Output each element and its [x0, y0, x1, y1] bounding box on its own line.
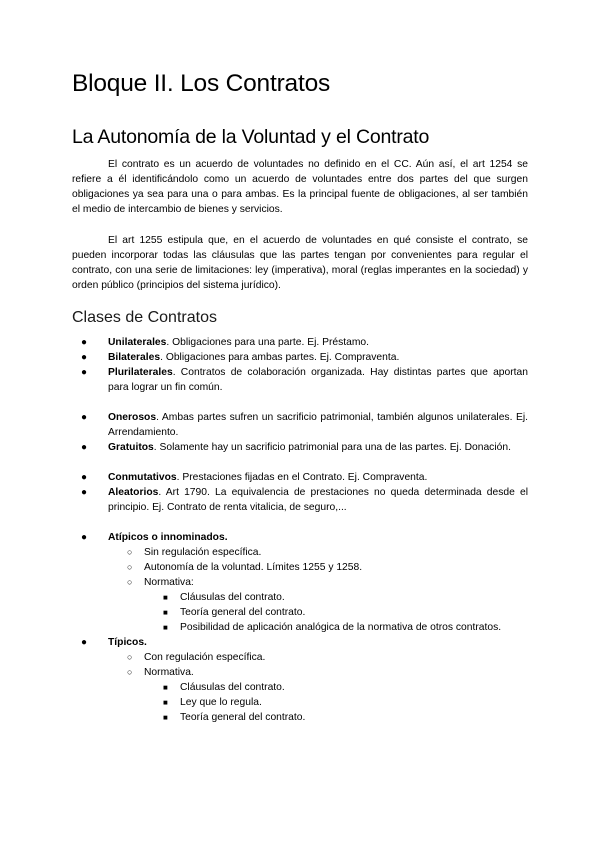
list-item-plurilaterales	[81, 365, 528, 395]
sub-item	[81, 665, 528, 680]
term-unilaterales: Unilaterales	[108, 337, 167, 348]
disc-bullet-icon: ●	[81, 352, 88, 363]
square-bullet-icon: ■	[163, 593, 168, 602]
disc-bullet-icon: ●	[81, 472, 88, 483]
sub-sub-item	[81, 695, 528, 710]
list-item-gratuitos	[81, 440, 528, 455]
sub-sub-item-text: Posibilidad de aplicación analógica de la normativa de otros contratos.	[180, 622, 502, 633]
term-conmutativos: Conmutativos	[108, 472, 177, 483]
list-item-onerosos	[81, 410, 528, 440]
sub-sub-item	[81, 680, 528, 695]
sub-item-text: Autonomía de la voluntad. Límites 1255 y 1258.	[144, 562, 363, 573]
disc-bullet-icon: ●	[81, 637, 88, 648]
square-bullet-icon: ■	[163, 698, 168, 707]
sub-sub-item-text: Cláusulas del contrato.	[180, 592, 285, 603]
circle-bullet-icon: ○	[127, 577, 133, 587]
term-aleatorios: Aleatorios	[108, 487, 159, 498]
sub-sub-item-text: Cláusulas del contrato.	[180, 682, 285, 693]
list-item-atipicos	[81, 530, 528, 545]
term-onerosos: Onerosos	[108, 412, 157, 423]
square-bullet-icon: ■	[163, 608, 168, 617]
disc-bullet-icon: ●	[81, 487, 88, 498]
desc-bilaterales: . Obligaciones para ambas partes. Ej. Compraventa.	[160, 352, 400, 363]
list-item-aleatorios	[81, 485, 528, 515]
disc-bullet-icon: ●	[81, 367, 88, 378]
sub-sub-item	[81, 590, 528, 605]
sub-sub-item	[81, 605, 528, 620]
sub-item	[81, 650, 528, 665]
sub-sub-item-text: Ley que lo regula.	[180, 697, 262, 708]
sub-item	[81, 560, 528, 575]
list-item-tipicos	[81, 635, 528, 650]
desc-plurilaterales: . Contratos de colaboración organizada. Hay distintas partes que aportan para lograr un fin común.	[108, 367, 528, 393]
circle-bullet-icon: ○	[127, 562, 133, 572]
desc-conmutativos: . Prestaciones fijadas en el Contrato. Ej. Compraventa.	[176, 472, 428, 483]
subsection-title: Clases de Contratos	[72, 309, 217, 326]
square-bullet-icon: ■	[163, 713, 168, 722]
desc-unilaterales: . Obligaciones para una parte. Ej. Préstamo.	[166, 337, 370, 348]
disc-bullet-icon: ●	[81, 412, 88, 423]
term-bilaterales: Bilaterales	[108, 352, 161, 363]
sub-sub-item	[81, 620, 528, 635]
sub-item-text: Normativa.	[144, 667, 194, 678]
square-bullet-icon: ■	[163, 623, 168, 632]
sub-item-text: Con regulación específica.	[144, 652, 266, 663]
desc-aleatorios: . Art 1790. La equivalencia de prestaciones no queda determinada desde el principio. Ej. Contrato de renta vitalicia, de seguro,...	[108, 487, 528, 513]
paragraph-definition: El contrato es un acuerdo de voluntades no definido en el CC. Aún así, el art 1254 se refiere a él identificándolo como un acuerdo de voluntades entre dos partes del que surgen obligaciones ya sea para una o para ambas. Es la principal fuente de obligaciones, al ser también el medio de intercambio de bienes y servicios.	[72, 159, 528, 215]
list-item-unilaterales	[81, 335, 528, 350]
term-gratuitos: Gratuitos	[108, 442, 154, 453]
sub-sub-item-text: Teoría general del contrato.	[180, 607, 306, 618]
term-atipicos: Atípicos o innominados.	[108, 532, 228, 543]
desc-onerosos: . Ambas partes sufren un sacrificio patrimonial, también algunos unilaterales. Ej. Arrendamiento.	[108, 412, 528, 438]
term-tipicos: Típicos.	[108, 637, 147, 648]
disc-bullet-icon: ●	[81, 532, 88, 543]
circle-bullet-icon: ○	[127, 667, 133, 677]
sub-item-text: Sin regulación específica.	[144, 547, 262, 558]
disc-bullet-icon: ●	[81, 337, 88, 348]
sub-item	[81, 545, 528, 560]
term-plurilaterales: Plurilaterales	[108, 367, 173, 378]
square-bullet-icon: ■	[163, 683, 168, 692]
sub-sub-item-text: Teoría general del contrato.	[180, 712, 306, 723]
circle-bullet-icon: ○	[127, 547, 133, 557]
sub-item	[81, 575, 528, 590]
desc-gratuitos: . Solamente hay un sacrificio patrimonial para una de las partes. Ej. Donación.	[153, 442, 511, 453]
contract-classes-list	[81, 335, 528, 725]
document-title: Bloque II. Los Contratos	[72, 70, 331, 97]
sub-sub-item	[81, 710, 528, 725]
paragraph-art-1255: El art 1255 estipula que, en el acuerdo de voluntades en qué consiste el contrato, se pueden incorporar todas las cláusulas que las partes tengan por convenientes para regular el contrato, con una serie de limitaciones: ley (imperativa), moral (reglas imperantes en la sociedad) y orden público (principios del sistema jurídico).	[72, 235, 528, 291]
sub-item-text: Normativa:	[144, 577, 194, 588]
list-item-bilaterales	[81, 350, 528, 365]
disc-bullet-icon: ●	[81, 442, 88, 453]
circle-bullet-icon: ○	[127, 652, 133, 662]
list-item-conmutativos	[81, 470, 528, 485]
section-title: La Autonomía de la Voluntad y el Contrato	[72, 126, 430, 148]
